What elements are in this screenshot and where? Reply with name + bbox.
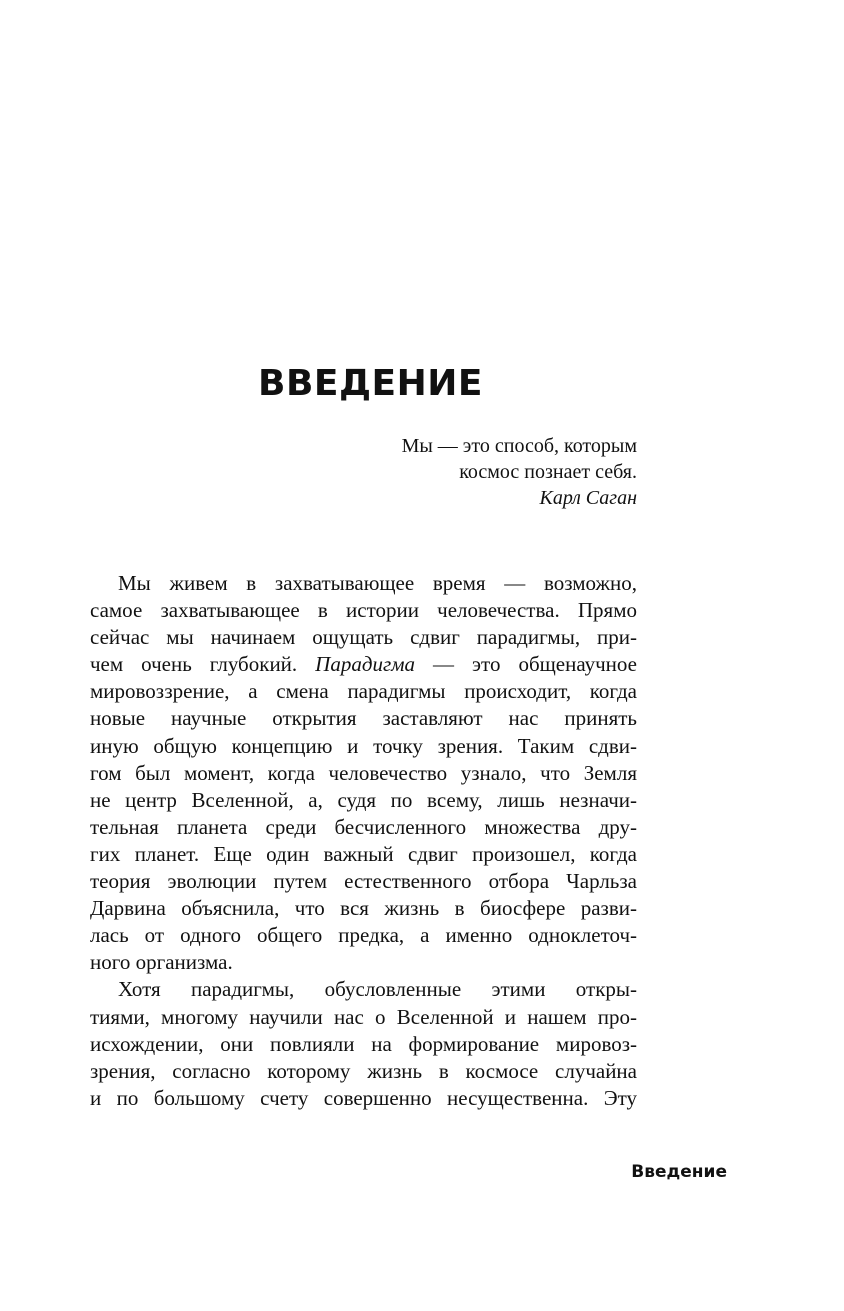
epigraph-line: Мы — это способ, которым [401, 435, 637, 457]
text-line: зрения, согласно которому жизнь в космосе случайна [90, 1058, 637, 1083]
text-line: Хотя парадигмы, обусловленные этими откры- [118, 977, 637, 1002]
running-footer: Введение [631, 1162, 727, 1182]
term-paradigm: Парадигма [315, 652, 416, 677]
text-line: ного организма. [90, 950, 233, 975]
text-segment: чем очень глубокий. [90, 652, 316, 677]
text-segment: — это общенаучное [415, 652, 637, 677]
text-line: теория эволюции путем естественного отбора Чарльза [90, 869, 637, 894]
text-line: тиями, многому научили нас о Вселенной и нашем про- [90, 1004, 637, 1029]
text-line: сейчас мы начинаем ощущать сдвиг парадигмы, при- [90, 625, 637, 650]
text-line: новые научные открытия заставляют нас принять [90, 706, 637, 731]
text-line: лась от одного общего предка, а именно одноклеточ- [90, 923, 637, 948]
text-line: тельная планета среди бесчисленного множества дру- [90, 814, 637, 839]
text-line [90, 651, 637, 678]
epigraph-author: Карл Саган [539, 487, 637, 509]
text-line: иную общую концепцию и точку зрения. Таким сдви- [90, 733, 637, 758]
body-text [90, 570, 637, 1112]
text-line: Мы живем в захватывающее время — возможно, [118, 571, 637, 595]
text-line: мировоззрение, а смена парадигмы происходит, когда [90, 679, 637, 704]
chapter-title: ВВЕДЕНИЕ [258, 363, 483, 404]
text-line: не центр Вселенной, а, судя по всему, лишь незначи- [90, 787, 637, 812]
text-line: Дарвина объяснила, что вся жизнь в биосфере разви- [90, 896, 637, 921]
paragraph-1 [90, 570, 637, 976]
epigraph-line: космос познает себя. [459, 461, 637, 483]
text-line: исхождении, они повлияли на формирование мировоз- [90, 1031, 637, 1056]
text-line: гом был момент, когда человечество узнало, что Земля [90, 760, 637, 785]
text-line: гих планет. Еще один важный сдвиг произошел, когда [90, 841, 637, 866]
text-line: и по большому счету совершенно несущественна. Эту [90, 1085, 637, 1110]
epigraph [237, 433, 637, 511]
paragraph-2 [90, 976, 637, 1111]
text-line: самое захватывающее в истории человечества. Прямо [90, 598, 637, 623]
